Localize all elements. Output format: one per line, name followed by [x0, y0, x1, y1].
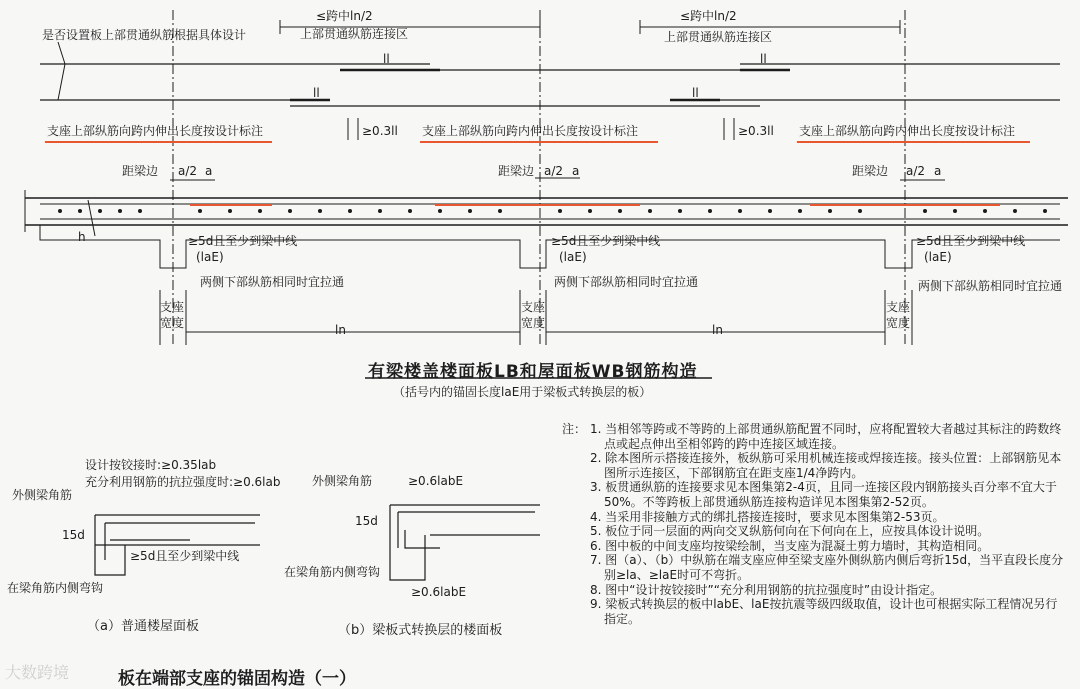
half-spacing-2: a/2 [544, 164, 564, 178]
note-item: 3. 板贯通纵筋的连接要求见本图集第2-4页，且同一连接区段内钢筋接头百分率不宜大于50%。不等跨板上部贯通纵筋连接构造详见本图集第2-52页。 [590, 480, 1057, 509]
support-width-2a: 支座 [521, 300, 546, 314]
slab-thickness: h [78, 230, 86, 244]
lap-zone-span-label-2: ≤跨中ln/2 [680, 9, 737, 23]
notes-label: 注： [562, 422, 587, 436]
fig-a-hook-note: 在梁角筋内侧弯钩 [7, 581, 104, 595]
bottom-anchor-paren-2: (laE) [559, 250, 587, 264]
note-item: 4. 当采用非接触方式的绑扎搭接连接时，要求见本图集第2-53页。 [590, 509, 945, 524]
lap-zone-name-1: 上部贯通纵筋连接区 [300, 27, 409, 41]
clear-span-1: ln [335, 323, 346, 337]
lap-length-4: ll [692, 86, 699, 100]
fig-a-bend-length: 15d [62, 528, 85, 542]
extension-note-3: 支座上部纵筋向跨内伸出长度按设计标注 [799, 124, 1016, 138]
design-note: 是否设置板上部贯通纵筋根据具体设计 [42, 28, 247, 42]
support-width-1a: 支座 [160, 300, 185, 314]
bottom-anchor-2: ≥5d且至少到梁中线 [551, 234, 661, 248]
fig-b-top-anchor: ≥0.6labE [408, 474, 464, 488]
min-lap-gap-2: ≥0.3ll [738, 124, 774, 138]
note-item: 5. 板位于同一层面的两向交叉纵筋何向在下何向在上，应按具体设计说明。 [590, 524, 990, 539]
note-item: 8. 图中“设计按铰接时”“充分利用钢筋的抗拉强度时”由设计指定。 [590, 582, 943, 597]
spacing-3: a [934, 164, 942, 178]
bottom-anchor-paren-3: (laE) [924, 250, 952, 264]
lap-length-3: ll [313, 86, 320, 100]
clear-span-2: ln [712, 323, 723, 337]
lap-zone-span-label-1: ≤跨中ln/2 [316, 9, 373, 23]
fig-b-caption: （b）梁板式转换层的楼面板 [338, 623, 503, 638]
fig-b-hook-note: 在梁角筋内侧弯钩 [284, 565, 381, 579]
watermark: 大数跨境 [5, 663, 70, 682]
fig-a-full-strength: 充分利用钢筋的抗拉强度时:≥0.6lab [85, 475, 281, 489]
min-lap-gap-1: ≥0.3ll [362, 124, 398, 138]
notes-block [562, 422, 1067, 626]
support-width-1b: 宽度 [160, 316, 185, 330]
note-item: 6. 图中板的中间支座均按梁绘制，当支座为混凝土剪力墙时，其构造相同。 [590, 538, 990, 553]
fig-a-caption: （a）普通楼屋面板 [87, 619, 199, 634]
half-spacing-3: a/2 [906, 164, 926, 178]
support-width-2b: 宽度 [521, 316, 546, 330]
support-width-3a: 支座 [886, 300, 911, 314]
bottom-title: 板在端部支座的锚固构造（一） [118, 669, 356, 689]
notes-list [562, 422, 1067, 626]
note-item: 1. 当相邻等跨或不等跨的上部贯通纵筋配置不同时，应将配置较大者越过其标注的跨数终点或起点伸出至相邻跨的跨中连接区域连接。 [590, 422, 1062, 451]
bottom-anchor-3: ≥5d且至少到梁中线 [916, 234, 1026, 248]
diagram-subtitle: （括号内的锚固长度laE用于梁板式转换层的板） [393, 385, 652, 399]
bottom-through-note-2: 两侧下部纵筋相同时宜拉通 [554, 275, 699, 289]
lap-zone-name-2: 上部贯通纵筋连接区 [664, 30, 773, 44]
spacing-1: a [205, 164, 213, 178]
edge-distance-3: 距梁边 [852, 164, 889, 178]
note-item: 9. 梁板式转换层的板中labE、laE按抗震等级四级取值，设计也可根据实际工程情况另行指定。 [590, 597, 1058, 626]
fig-b-outer-corner-bar: 外侧梁角筋 [312, 474, 373, 488]
half-spacing-1: a/2 [178, 164, 198, 178]
fig-a-hinge-design: 设计按铰接时:≥0.35lab [85, 458, 217, 472]
edge-distance-1: 距梁边 [122, 164, 159, 178]
note-item: 2. 除本图所示搭接连接外，板纵筋可采用机械连接或焊接连接。接头位置：上部钢筋见本图所示连接区，下部钢筋宜在距支座1/4净跨内。 [590, 451, 1062, 480]
fig-a-bottom-anchor: ≥5d且至少到梁中线 [130, 549, 240, 563]
extension-note-2: 支座上部纵筋向跨内伸出长度按设计标注 [422, 124, 639, 138]
lap-length-1: ll [383, 52, 390, 66]
note-item: 7. 图（a）、（b）中纵筋在端支座应伸至梁支座外侧纵筋内侧后弯折15d，当平直段长度分别≥la、≥laE时可不弯折。 [590, 553, 1064, 582]
bottom-through-note-1: 两侧下部纵筋相同时宜拉通 [200, 275, 345, 289]
bottom-through-note-3: 两侧下部纵筋相同时宜拉通 [918, 279, 1063, 293]
fig-b-bottom-anchor: ≥0.6labE [411, 585, 467, 599]
fig-a-outer-corner-bar: 外侧梁角筋 [12, 488, 73, 502]
spacing-2: a [572, 164, 580, 178]
support-width-3b: 宽度 [886, 316, 911, 330]
extension-note-1: 支座上部纵筋向跨内伸出长度按设计标注 [47, 124, 264, 138]
diagram-title: 有梁楼盖楼面板LB和屋面板WB钢筋构造 [368, 362, 698, 382]
lap-length-2: ll [760, 52, 767, 66]
fig-b-bend-length: 15d [355, 514, 378, 528]
bottom-anchor-paren-1: (laE) [196, 250, 224, 264]
edge-distance-2: 距梁边 [498, 164, 535, 178]
bottom-anchor-1: ≥5d且至少到梁中线 [188, 234, 298, 248]
